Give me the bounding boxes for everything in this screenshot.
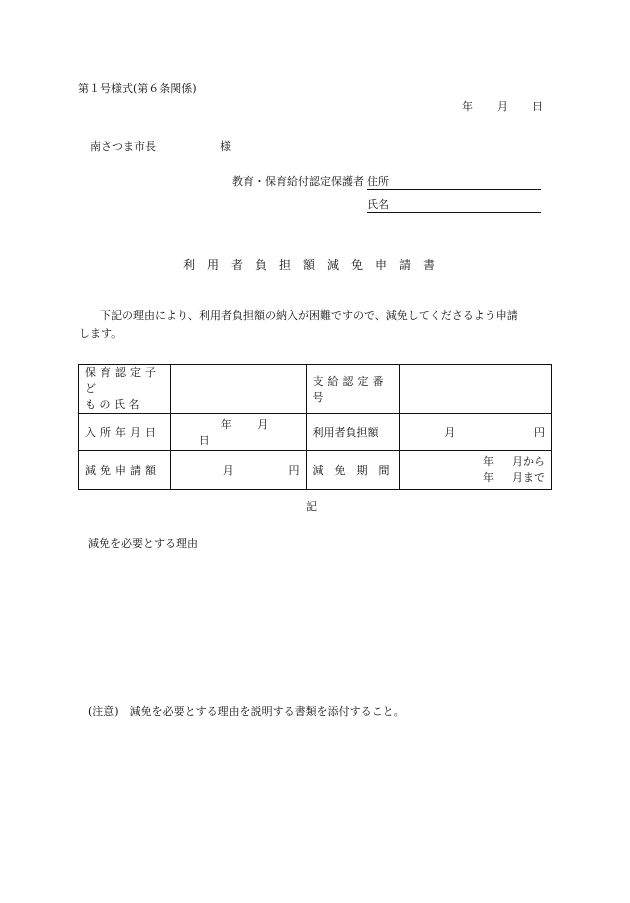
child-name-label: 保育認定子ど も の 氏 名: [79, 365, 171, 414]
period-input[interactable]: 年 月から 年 月まで: [400, 451, 552, 490]
admission-date-label: 入所年月日: [79, 414, 171, 451]
intro-line-1: 下記の理由により、利用者負担額の納入が困難ですので、減免してくださるよう申請: [100, 309, 518, 322]
date-day: 日: [532, 100, 543, 113]
request-amount-label: 減免申請額: [79, 451, 171, 490]
ki-heading: 記: [306, 500, 317, 513]
honorific: 様: [220, 140, 231, 153]
application-table: [78, 364, 552, 490]
date-month: 月: [497, 100, 508, 113]
applicant-role: 教育・保育給付認定保護者: [232, 175, 364, 188]
document-title: 利 用 者 負 担 額 減 免 申 請 書: [183, 258, 436, 272]
intro-line-2: します。: [79, 327, 123, 340]
burden-amount-input[interactable]: 月 円: [400, 414, 552, 451]
name-label: 氏名: [367, 198, 389, 211]
burden-amount-label: 利用者負担額: [306, 414, 400, 451]
table-row: [79, 451, 552, 490]
benefit-number-input[interactable]: [400, 365, 552, 414]
request-amount-input[interactable]: 月 円: [170, 451, 306, 490]
benefit-number-label: 支給認定番号: [306, 365, 400, 414]
attention-note: (注意) 減免を必要とする理由を説明する書類を添付すること。: [88, 705, 405, 718]
address-field[interactable]: [367, 175, 541, 190]
reason-area[interactable]: [88, 556, 552, 696]
form-number: 第１号様式(第６条関係): [78, 82, 197, 95]
address-label: 住所: [367, 175, 389, 188]
date-year: 年: [462, 100, 473, 113]
table-row: [79, 414, 552, 451]
period-label: 減 免 期 間: [306, 451, 400, 490]
name-field[interactable]: [367, 198, 541, 213]
table-row: [79, 365, 552, 414]
reason-label: 減免を必要とする理由: [88, 537, 198, 550]
mayor-addressee: 南さつま市長: [90, 140, 156, 153]
child-name-input[interactable]: [170, 365, 306, 414]
admission-date-input[interactable]: 年 月 日: [170, 414, 306, 451]
